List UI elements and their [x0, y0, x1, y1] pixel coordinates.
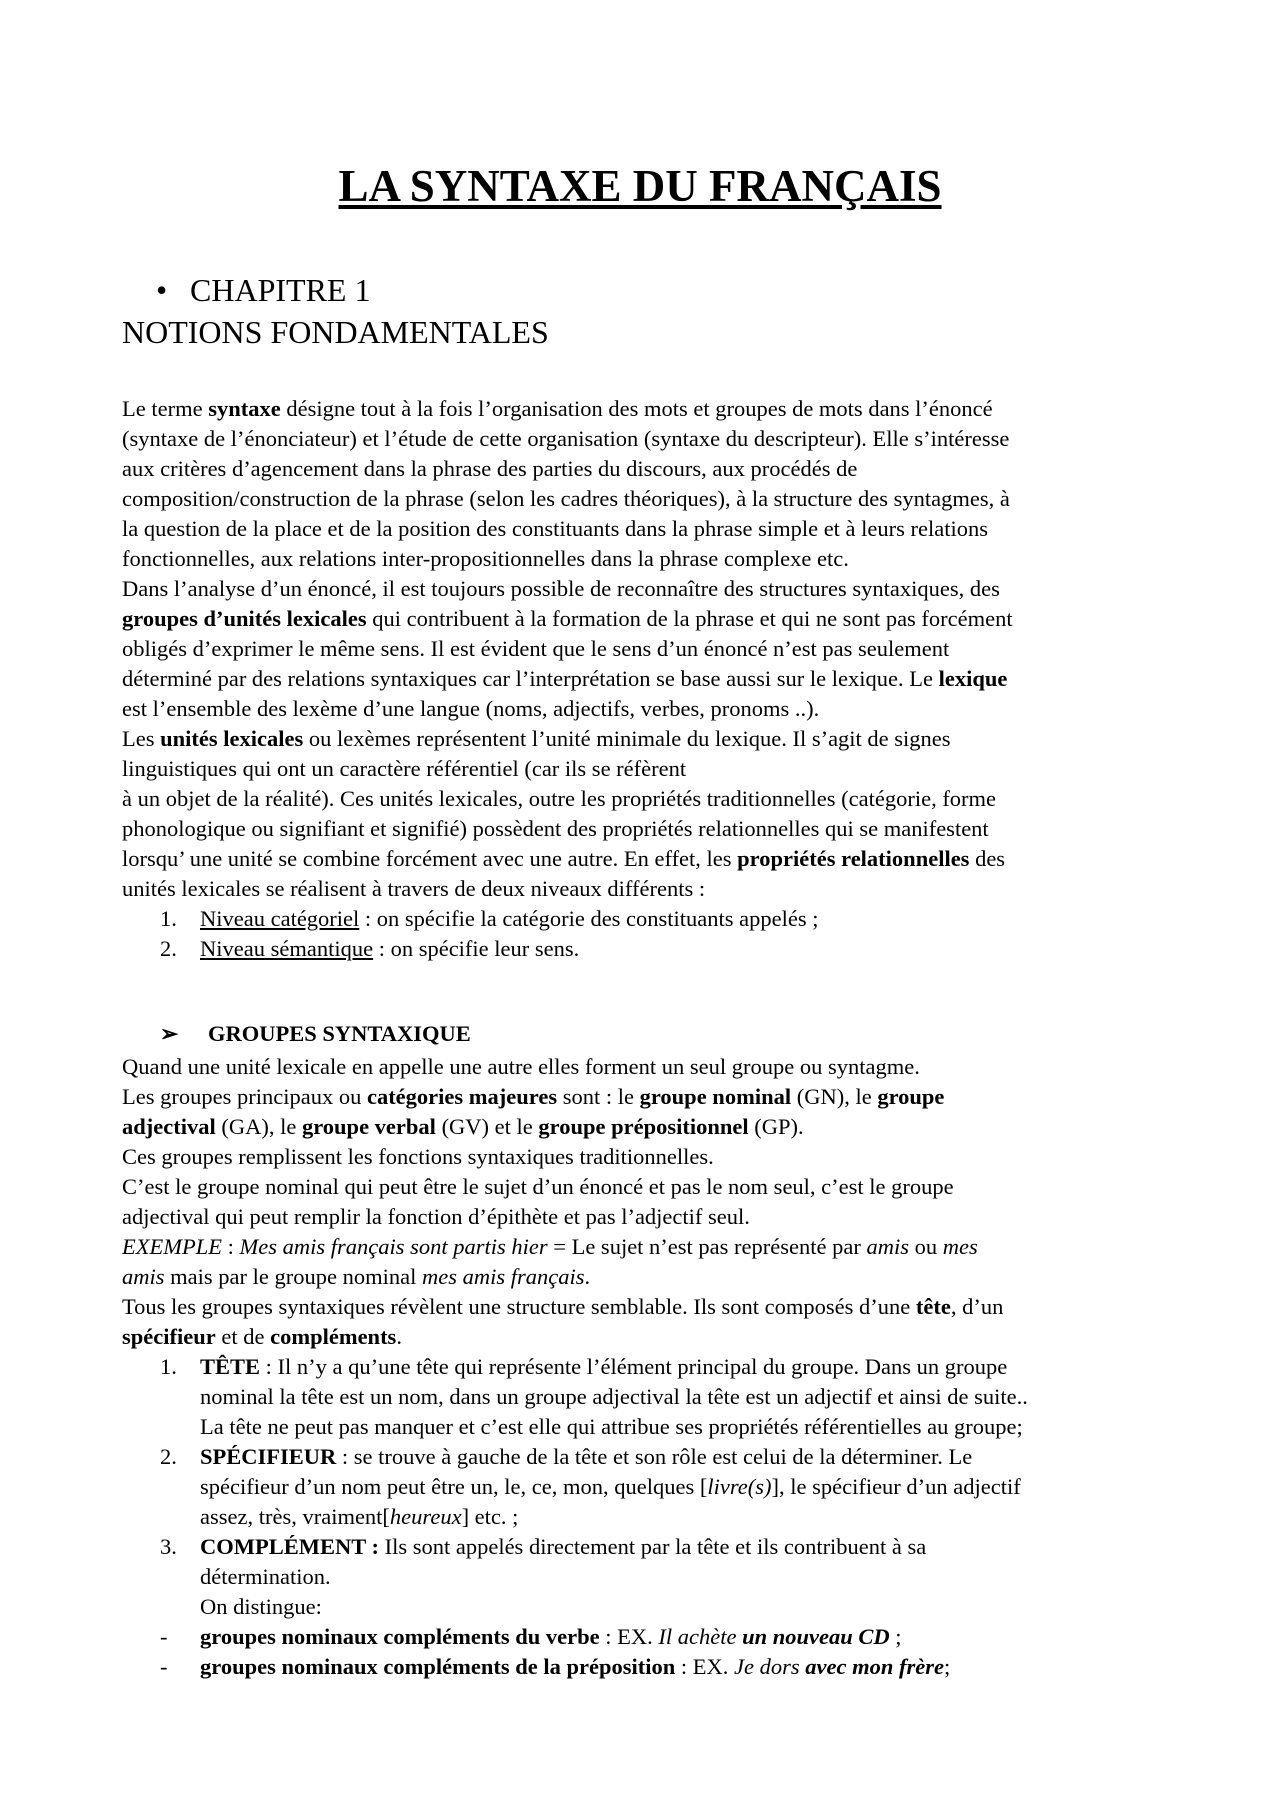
- paragraph-line: unités lexicales se réalisent à travers de deux niveaux différents :: [122, 876, 706, 901]
- list-item-line: spécifieur d’un nom peut être un, le, ce, mon, quelques [livre(s)], le spécifieur d’un adjectif: [200, 1474, 1021, 1499]
- list-item: 2. SPÉCIFIEUR : se trouve à gauche de la tête et son rôle est celui de la déterminer. Le: [160, 1444, 973, 1469]
- list-item-line: On distingue:: [200, 1594, 322, 1619]
- paragraph-line: fonctionnelles, aux relations inter-propositionnelles dans la phrase complexe etc.: [122, 546, 849, 571]
- arrow-bullet-icon: ➢: [160, 1021, 179, 1046]
- list-item-line: assez, très, vraiment[heureux] etc. ;: [200, 1504, 519, 1529]
- paragraph-line: groupes d’unités lexicales qui contribuent à la formation de la phrase et qui ne sont pas forcément: [122, 606, 1013, 631]
- list-item: 2. Niveau sémantique : on spécifie leur sens.: [160, 936, 580, 961]
- example-line: amis mais par le groupe nominal mes amis français.: [122, 1264, 591, 1289]
- list-item: 1. Niveau catégoriel : on spécifie la catégorie des constituants appelés ;: [160, 906, 819, 931]
- section-heading: ➢ GROUPES SYNTAXIQUE: [160, 1021, 471, 1046]
- paragraph-line: Ces groupes remplissent les fonctions syntaxiques traditionnelles.: [122, 1144, 714, 1169]
- example-line: EXEMPLE : Mes amis français sont partis hier = Le sujet n’est pas représenté par amis ou mes: [122, 1234, 978, 1259]
- paragraph-line: linguistiques qui ont un caractère référentiel (car ils se réfèrent: [122, 756, 687, 781]
- paragraph-line: adjectival (GA), le groupe verbal (GV) et le groupe prépositionnel (GP).: [122, 1114, 804, 1139]
- chapter-label: CHAPITRE 1: [190, 272, 371, 308]
- paragraph-line: aux critères d’agencement dans la phrase des parties du discours, aux procédés de: [122, 456, 858, 481]
- intro-section: [122, 394, 1162, 904]
- paragraph-line: Les unités lexicales ou lexèmes représentent l’unité minimale du lexique. Il s’agit de signes: [122, 726, 951, 751]
- list-item: 1. TÊTE : Il n’y a qu’une tête qui représente l’élément principal du groupe. Dans un groupe: [160, 1354, 1008, 1379]
- chapter-subtitle: NOTIONS FONDAMENTALES: [122, 314, 549, 350]
- list-item-line: détermination.: [200, 1564, 331, 1589]
- list-item: 3. COMPLÉMENT : Ils sont appelés directement par la tête et ils contribuent à sa: [160, 1534, 927, 1559]
- dash-item: - groupes nominaux compléments du verbe : EX. Il achète un nouveau CD ;: [160, 1624, 902, 1649]
- dash-item: - groupes nominaux compléments de la préposition : EX. Je dors avec mon frère;: [160, 1654, 951, 1679]
- bullet-icon: •: [156, 272, 168, 308]
- paragraph-line: Tous les groupes syntaxiques révèlent une structure semblable. Ils sont composés d’une tête, d’un: [122, 1294, 1004, 1319]
- paragraph-line: la question de la place et de la position des constituants dans la phrase simple et à leurs relations: [122, 516, 989, 541]
- paragraph-line: Dans l’analyse d’un énoncé, il est toujours possible de reconnaître des structures syntaxiques, des: [122, 576, 1000, 601]
- paragraph-line: obligés d’exprimer le même sens. Il est évident que le sens d’un énoncé n’est pas seulement: [122, 636, 950, 661]
- levels-list: [160, 904, 1160, 964]
- section-body: [122, 1052, 1162, 1352]
- paragraph-line: composition/construction de la phrase (selon les cadres théoriques), à la structure des syntagmes, à: [122, 486, 1010, 511]
- list-item-line: La tête ne peut pas manquer et c’est elle qui attribue ses propriétés référentielles au groupe;: [200, 1414, 1023, 1439]
- paragraph-line: spécifieur et de compléments.: [122, 1324, 402, 1349]
- parts-list: [160, 1352, 1180, 1682]
- paragraph-line: est l’ensemble des lexème d’une langue (noms, adjectifs, verbes, pronoms ..).: [122, 696, 820, 721]
- paragraph-line: à un objet de la réalité). Ces unités lexicales, outre les propriétés traditionnelles (catégorie, forme: [122, 786, 997, 811]
- paragraph-line: lorsqu’ une unité se combine forcément avec une autre. En effet, les propriétés relationnelles des: [122, 846, 1006, 871]
- paragraph-line: déterminé par des relations syntaxiques car l’interprétation se base aussi sur le lexique. Le lexique: [122, 666, 1008, 691]
- list-item-line: nominal la tête est un nom, dans un groupe adjectival la tête est un adjectif et ainsi de suite..: [200, 1384, 1028, 1409]
- paragraph-line: C’est le groupe nominal qui peut être le sujet d’un énoncé et pas le nom seul, c’est le groupe: [122, 1174, 954, 1199]
- paragraph-line: Les groupes principaux ou catégories majeures sont : le groupe nominal (GN), le groupe: [122, 1084, 945, 1109]
- paragraph-line: phonologique ou signifiant et signifié) possèdent des propriétés relationnelles qui se manifestent: [122, 816, 989, 841]
- chapter-heading: [156, 272, 371, 309]
- paragraph-line: Quand une unité lexicale en appelle une autre elles forment un seul groupe ou syntagme.: [122, 1054, 920, 1079]
- paragraph-line: adjectival qui peut remplir la fonction d’épithète et pas l’adjectif seul.: [122, 1204, 750, 1229]
- page-title: LA SYNTAXE DU FRANÇAIS: [338, 161, 942, 211]
- paragraph-line: (syntaxe de l’énonciateur) et l’étude de cette organisation (syntaxe du descripteur). Elle s’intéresse: [122, 426, 1010, 451]
- paragraph-line: Le terme syntaxe désigne tout à la fois l’organisation des mots et groupes de mots dans l’énoncé: [122, 396, 993, 421]
